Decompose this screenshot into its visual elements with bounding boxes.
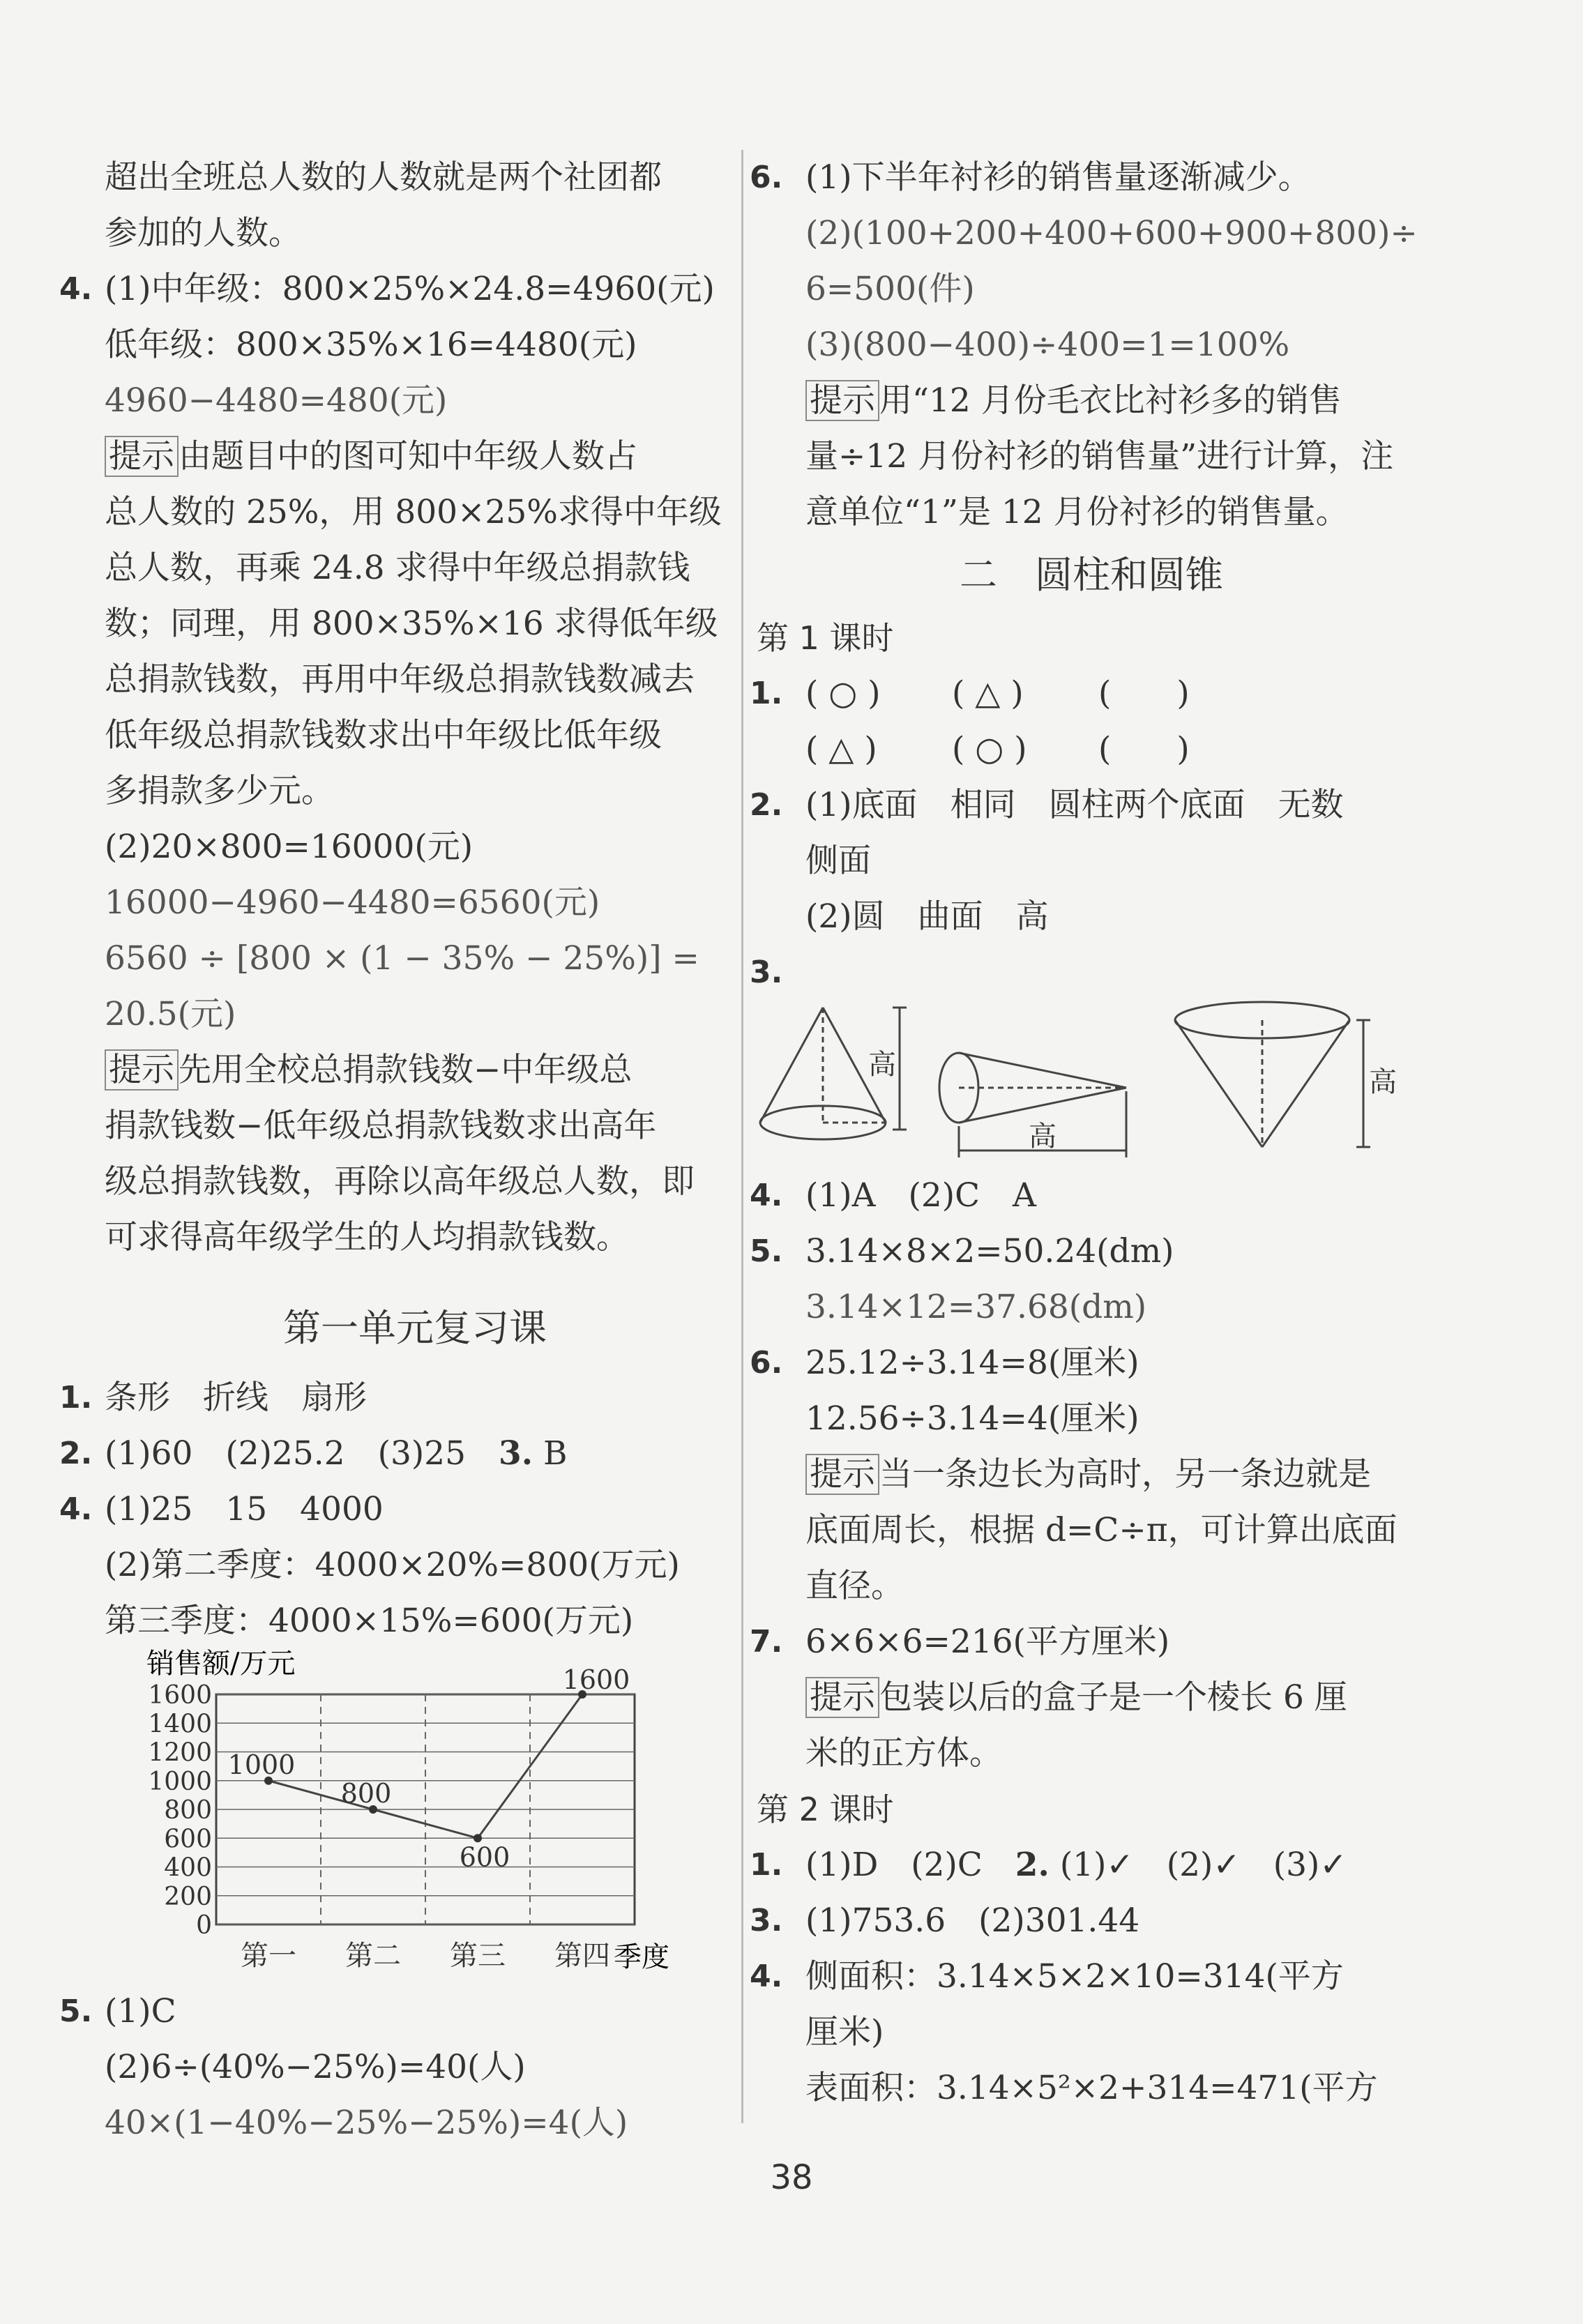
left-column bbox=[59, 150, 725, 2151]
hint-line: 多捐款多少元。 bbox=[105, 772, 334, 810]
text-line: 侧面 bbox=[805, 842, 871, 880]
height-label: 高 bbox=[868, 1049, 896, 1081]
hint-label: 提示 bbox=[105, 1049, 179, 1091]
answer-1-row1: 1. ( ○ ) ( △ ) ( ) bbox=[750, 674, 1190, 713]
text-line: 参加的人数。 bbox=[105, 214, 301, 252]
hint-line: 数；同理，用 800×35%×16 求得低年级 bbox=[105, 605, 718, 643]
answer-b1: 1. (1)D (2)C 2. (1)✓ (2)✓ (3)✓ bbox=[750, 1846, 1347, 1884]
hint-line: 提示 用“12 月份毛衣比衬衫多的销售 bbox=[757, 373, 1426, 429]
y-tick-label: 1000 bbox=[148, 1767, 212, 1796]
column-divider bbox=[741, 150, 743, 2123]
answer-1-row2: ( △ ) ( ○ ) ( ) bbox=[805, 730, 1190, 768]
y-tick-label: 800 bbox=[164, 1796, 212, 1825]
hint-line: 底面周长，根据 d=C÷π，可计算出底面 bbox=[805, 1511, 1398, 1549]
answer-3: 3. bbox=[750, 955, 783, 990]
text-line: 20.5(元) bbox=[105, 995, 236, 1033]
hint-label: 提示 bbox=[805, 1677, 879, 1718]
text-line: (2)20×800=16000(元) bbox=[105, 828, 474, 866]
right-column bbox=[750, 150, 1426, 2116]
hint-line: 低年级总捐款钱数求出中年级比低年级 bbox=[105, 716, 662, 754]
hint-line: 总捐款钱数，再用中年级总捐款钱数减去 bbox=[105, 660, 695, 699]
y-tick-label: 200 bbox=[164, 1882, 212, 1911]
text-line: (2)(100+200+400+600+900+800)÷ bbox=[805, 214, 1418, 252]
inverted-cone bbox=[1175, 1002, 1370, 1147]
text-line: 12.56÷3.14=4(厘米) bbox=[805, 1399, 1139, 1438]
text-line: (3)(800−400)÷400=1=100% bbox=[805, 326, 1290, 364]
text-line: 表面积：3.14×5²×2+314=471(平方 bbox=[805, 2069, 1378, 2107]
hint-line: 提示 当一条边长为高时，另一条边就是 bbox=[757, 1447, 1426, 1503]
answer-6: 6. 25.12÷3.14=8(厘米) bbox=[750, 1344, 1139, 1382]
cone-diagrams bbox=[757, 1001, 1426, 1168]
sales-line-chart bbox=[105, 1649, 725, 1984]
answer-4: 4. (1)A (2)C A bbox=[750, 1176, 1036, 1215]
text-line: 6560 ÷ [800 × (1 − 35% − 25%)] = bbox=[105, 939, 699, 978]
data-label: 1000 bbox=[227, 1749, 296, 1780]
hint-line: 总人数的 25%，用 800×25%求得中年级 bbox=[105, 493, 722, 531]
review-5: 5. (1)C bbox=[59, 1992, 176, 2030]
hint-line: 量÷12 月份衬衫的销售量”进行计算，注 bbox=[805, 437, 1394, 476]
x-tick-label: 第二 bbox=[345, 1940, 401, 1972]
text-line: (2)圆 曲面 高 bbox=[805, 897, 1049, 936]
hint-line: 直径。 bbox=[805, 1567, 904, 1605]
hint-line: 提示 包装以后的盒子是一个棱长 6 厘 bbox=[757, 1670, 1426, 1726]
text-line: 6=500(件) bbox=[805, 270, 975, 308]
hint-line: 提示 由题目中的图可知中年级人数占 bbox=[105, 429, 725, 485]
answer-5: 5. 3.14×8×2=50.24(dm) bbox=[750, 1232, 1174, 1270]
y-tick-label: 1400 bbox=[148, 1710, 212, 1739]
answer-2: 2. (1)底面 相同 圆柱两个底面 无数 bbox=[750, 786, 1344, 824]
x-tick-label: 第四 bbox=[554, 1940, 610, 1972]
hint-line: 提示 先用全校总捐款钱数−中年级总 bbox=[105, 1042, 725, 1098]
text-line: 16000−4960−4480=6560(元) bbox=[105, 883, 600, 922]
hint-line: 可求得高年级学生的人均捐款钱数。 bbox=[105, 1218, 629, 1256]
hint-line: 意单位“1”是 12 月份衬衫的销售量。 bbox=[805, 493, 1349, 531]
hint-label: 提示 bbox=[805, 380, 879, 421]
text-line: 超出全班总人数的人数就是两个社团都 bbox=[105, 158, 662, 197]
text-line: 低年级：800×35%×16=4480(元) bbox=[105, 326, 637, 364]
answer-b3: 3. (1)753.6 (2)301.44 bbox=[750, 1901, 1140, 1940]
text-line: (2)第二季度：4000×20%=800(万元) bbox=[105, 1546, 680, 1584]
hint-line: 捐款钱数−低年级总捐款钱数求出高年 bbox=[105, 1107, 657, 1145]
question-6: 6. (1)下半年衬衫的销售量逐渐减少。 bbox=[750, 158, 1311, 197]
chart-ylabel: 销售额/万元 bbox=[146, 1649, 296, 1680]
data-label: 600 bbox=[459, 1841, 510, 1873]
y-tick-label: 600 bbox=[164, 1825, 212, 1854]
text-line: 第三季度：4000×15%=600(万元) bbox=[105, 1602, 634, 1640]
chart-xlabel: 季度 bbox=[614, 1941, 669, 1973]
page-number: 38 bbox=[770, 2158, 813, 2197]
review-4: 4. (1)25 15 4000 bbox=[59, 1490, 384, 1528]
hint-label: 提示 bbox=[805, 1454, 879, 1495]
text-line: 厘米) bbox=[805, 2013, 884, 2051]
answer-7: 7. 6×6×6=216(平方厘米) bbox=[750, 1623, 1170, 1661]
y-tick-label: 400 bbox=[164, 1853, 212, 1883]
hint-label: 提示 bbox=[105, 436, 179, 477]
text-line: (2)6÷(40%−25%)=40(人) bbox=[105, 2048, 526, 2086]
text-line: 40×(1−40%−25%−25%)=4(人) bbox=[105, 2104, 628, 2142]
height-label: 高 bbox=[1029, 1121, 1056, 1153]
question-4: 4. (1)中年级：800×25%×24.8=4960(元) bbox=[59, 270, 715, 308]
hint-line: 总人数，再乘 24.8 求得中年级总捐款钱 bbox=[105, 549, 690, 587]
lesson-heading: 第 1 课时 bbox=[757, 619, 894, 657]
review-2: 2. (1)60 (2)25.2 (3)25 3. B bbox=[59, 1434, 568, 1473]
data-label: 1600 bbox=[562, 1664, 630, 1695]
unit-title: 二 圆柱和圆锥 bbox=[960, 553, 1223, 597]
lesson-heading: 第 2 课时 bbox=[757, 1791, 894, 1828]
y-tick-label: 0 bbox=[196, 1911, 212, 1940]
text-line: 4960−4480=480(元) bbox=[105, 381, 448, 420]
hint-line: 米的正方体。 bbox=[805, 1734, 1002, 1772]
answer-b4: 4. 侧面积：3.14×5×2×10=314(平方 bbox=[750, 1957, 1344, 1996]
review-1: 1. 条形 折线 扇形 bbox=[59, 1379, 367, 1417]
data-label: 800 bbox=[340, 1778, 392, 1809]
series-line bbox=[268, 1694, 582, 1838]
x-tick-label: 第一 bbox=[241, 1940, 296, 1972]
height-label: 高 bbox=[1369, 1066, 1397, 1098]
section-title: 第一单元复习课 bbox=[283, 1306, 547, 1350]
x-tick-label: 第三 bbox=[450, 1940, 506, 1972]
y-tick-label: 1200 bbox=[148, 1738, 212, 1768]
y-tick-label: 1600 bbox=[148, 1681, 212, 1710]
hint-line: 级总捐款钱数，再除以高年级总人数，即 bbox=[105, 1162, 695, 1201]
text-line: 3.14×12=37.68(dm) bbox=[805, 1288, 1147, 1326]
